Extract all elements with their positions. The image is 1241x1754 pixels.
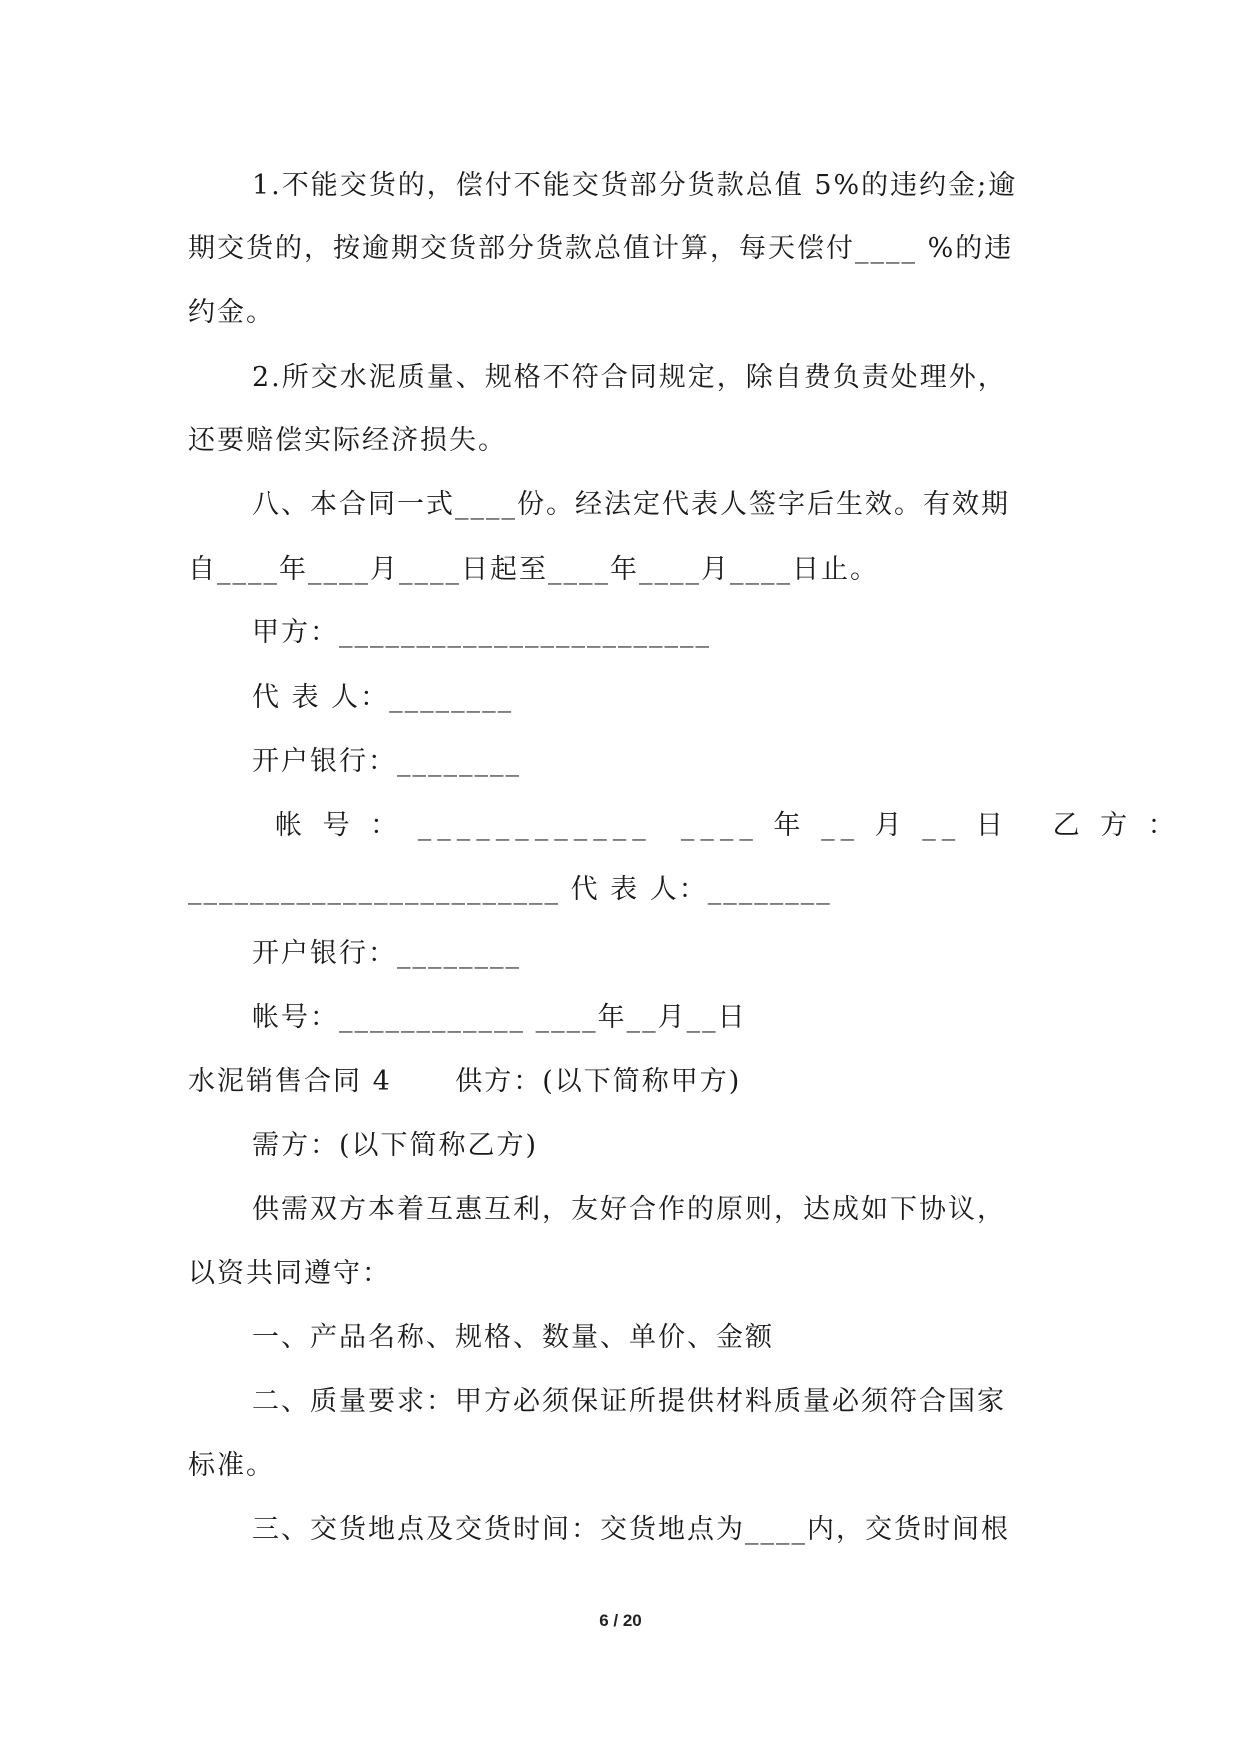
- text-line: 自____年____月____日起至____年____月____日止。: [188, 554, 879, 585]
- text-line: 需方：(以下简称乙方): [252, 1130, 539, 1161]
- signature-line: 帐号：____________ ____年__月__日: [252, 1002, 747, 1033]
- text-line: 标准。: [188, 1450, 275, 1481]
- text-line: 供需双方本着互惠互利，友好合作的原则，达成如下协议，: [252, 1194, 1006, 1225]
- text-line: 以资共同遵守：: [188, 1258, 391, 1289]
- section-heading: 水泥销售合同 4 供方：(以下简称甲方): [188, 1066, 742, 1097]
- text-line: 1.不能交货的，偿付不能交货部分货款总值 5%的违约金;逾: [252, 170, 1018, 201]
- text-line: 八、本合同一式____份。经法定代表人签字后生效。有效期: [252, 489, 1010, 520]
- text-line: 约金。: [188, 297, 275, 328]
- signature-line: 帐 号 ： ____________ ____ 年 __ 月 __ 日 乙 方 ：: [275, 810, 1181, 841]
- signature-line: 开户银行：________: [252, 746, 521, 777]
- signature-line: ________________________ 代 表 人：________: [188, 874, 832, 905]
- page-number: 6 / 20: [599, 1611, 642, 1630]
- signature-line: 开户银行：________: [252, 938, 521, 969]
- text-line: 2.所交水泥质量、规格不符合同规定，除自费负责处理外，: [252, 362, 1007, 393]
- text-line: 二、质量要求：甲方必须保证所提供材料质量必须符合国家: [252, 1386, 1006, 1417]
- text-line: 一、产品名称、规格、数量、单价、金额: [252, 1322, 774, 1353]
- text-line: 还要赔偿实际经济损失。: [188, 425, 507, 456]
- text-line: 期交货的，按逾期交货部分货款总值计算，每天偿付____ %的违: [188, 233, 1014, 264]
- text-line: 三、交货地点及交货时间：交货地点为____内，交货时间根: [252, 1514, 1010, 1545]
- signature-line: 甲方：________________________: [252, 617, 711, 648]
- signature-line: 代 表 人：________: [252, 682, 514, 713]
